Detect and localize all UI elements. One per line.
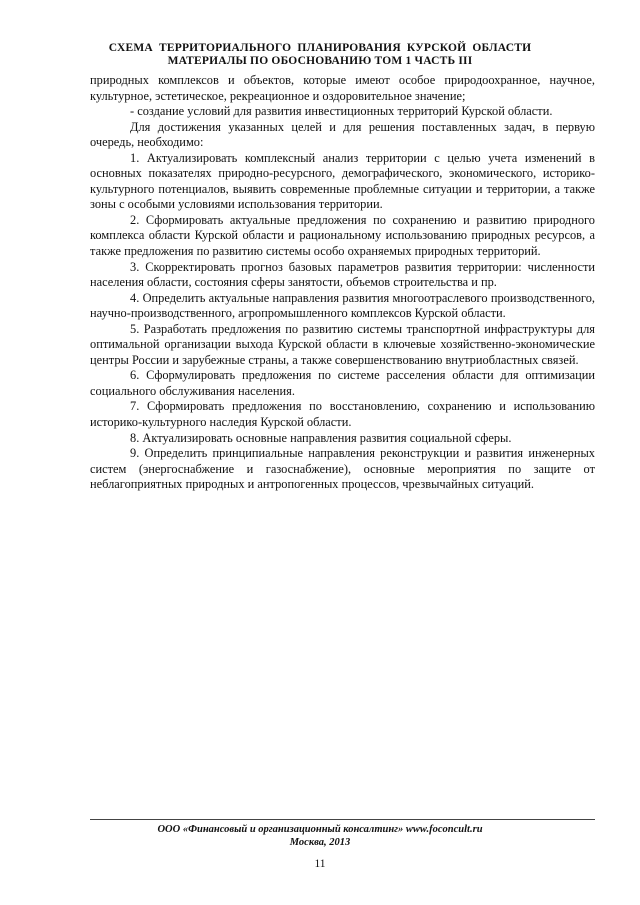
- list-item: 5. Разработать предложения по развитию системы транспортной инфраструктуры для оптимальной организации выхода Курской области в ключевые хозяйственно-экономические центры России и зарубежные страны, а также совершенствованию внутриобластных связей.: [90, 321, 595, 367]
- header-title: СХЕМА ТЕРРИТОРИАЛЬНОГО ПЛАНИРОВАНИЯ КУРСКОЙ ОБЛАСТИ: [108, 42, 532, 54]
- paragraph: природных комплексов и объектов, которые имеют особое природоохранное, научное, культурное, эстетическое, рекреационное и оздоровительное значение;: [90, 73, 595, 103]
- list-item: 9. Определить принципиальные направления реконструкции и развития инженерных систем (энергоснабжение и газоснабжение), основные мероприятия по защите от неблагоприятных природных и антропогенных процессов, чрезвычайных ситуаций.: [90, 446, 595, 492]
- footer-company: ООО «Финансовый и организационный консалтинг» www.foconcult.ru: [157, 824, 483, 835]
- list-item: 4. Определить актуальные направления развития многоотраслевого производственного, научно-производственного, агропромышленного комплексов Курской области.: [90, 290, 595, 321]
- list-item: 8. Актуализировать основные направления развития социальной сферы.: [130, 430, 512, 445]
- footer-city-year: Москва, 2013: [289, 837, 351, 848]
- list-item: 2. Сформировать актуальные предложения по сохранению и развитию природного комплекса области Курской области и рациональному использованию природных ресурсов, а также предложения по развитию системы особо охраняемых природных территорий.: [90, 212, 595, 259]
- list-item: 6. Сформулировать предложения по системе расселения области для оптимизации социального обслуживания населения.: [90, 368, 595, 398]
- paragraph: Для достижения указанных целей и для решения поставленных задач, в первую очередь, необходимо:: [90, 119, 595, 150]
- page-number: 11: [314, 858, 326, 870]
- header-subtitle: МАТЕРИАЛЫ ПО ОБОСНОВАНИЮ ТОМ 1 ЧАСТЬ III: [167, 55, 473, 67]
- list-item: 7. Сформировать предложения по восстановлению, сохранению и использованию историко-культурного наследия Курской области.: [90, 399, 595, 430]
- document-body: [90, 73, 595, 493]
- footer-divider: [90, 819, 595, 820]
- page-footer: [0, 823, 640, 849]
- paragraph: - создание условий для развития инвестиционных территорий Курской области.: [130, 104, 553, 119]
- list-item: 3. Скорректировать прогноз базовых параметров развития территории: численности населения области, состояния сферы занятости, объемов строительства и пр.: [90, 259, 595, 290]
- page-header: [0, 42, 640, 68]
- list-item: 1. Актуализировать комплексный анализ территории с целью учета изменений в основных показателях природно-ресурсного, демографического, экономического, историко-культурного потенциалов, выявить современные проблемные ситуации и территории, а также зоны с особыми условиями использования территории.: [90, 150, 595, 212]
